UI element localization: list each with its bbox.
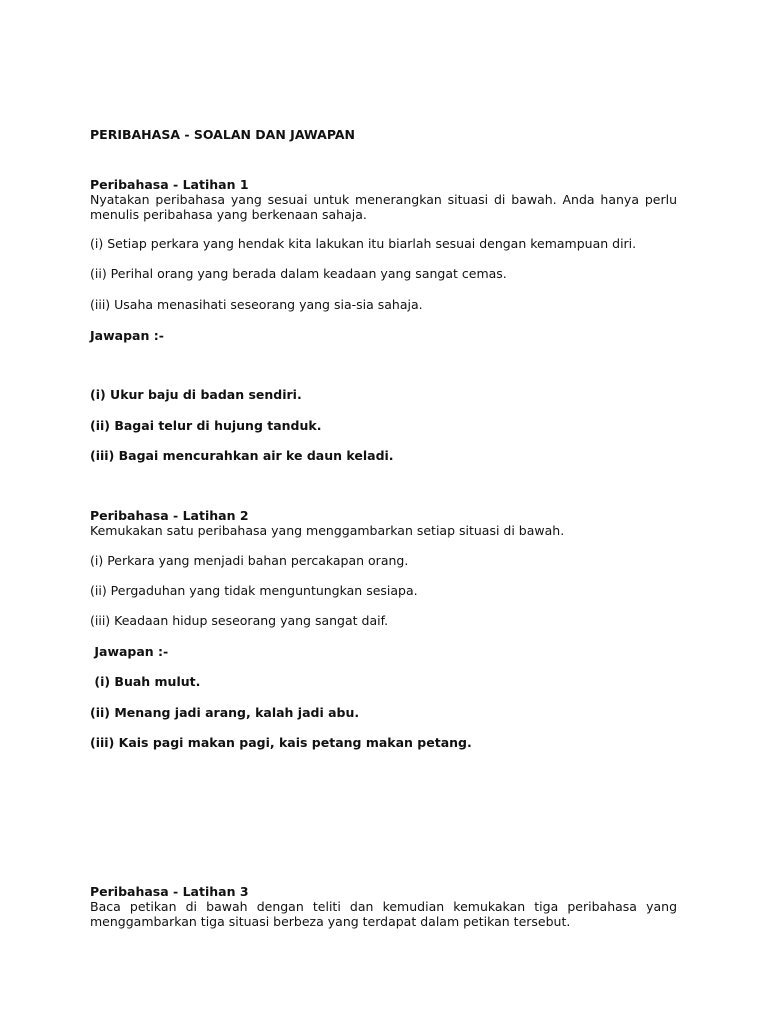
latihan-1-question-2: (ii) Perihal orang yang berada dalam keadaan yang sangat cemas. — [90, 266, 507, 281]
latihan-2-question-1: (i) Perkara yang menjadi bahan percakapan orang. — [90, 553, 409, 568]
latihan-2-answer-3: (iii) Kais pagi makan pagi, kais petang makan petang. — [90, 735, 472, 750]
latihan-1-instruction: Nyatakan peribahasa yang sesuai untuk menerangkan situasi di bawah. Anda hanya perlu menulis peribahasa yang berkenaan sahaja. — [90, 192, 677, 222]
latihan-2-question-3: (iii) Keadaan hidup seseorang yang sangat daif. — [90, 613, 389, 628]
latihan-1-answer-1: (i) Ukur baju di badan sendiri. — [90, 387, 302, 402]
latihan-1-answer-3: (iii) Bagai mencurahkan air ke daun keladi. — [90, 448, 394, 463]
latihan-1-heading: Peribahasa - Latihan 1 — [90, 177, 249, 192]
latihan-2-answer-1: (i) Buah mulut. — [90, 674, 201, 689]
latihan-2-heading: Peribahasa - Latihan 2 — [90, 508, 249, 523]
latihan-2-question-2: (ii) Pergaduhan yang tidak menguntungkan sesiapa. — [90, 583, 418, 598]
latihan-2-answer-2: (ii) Menang jadi arang, kalah jadi abu. — [90, 705, 360, 720]
latihan-1-question-3: (iii) Usaha menasihati seseorang yang sia-sia sahaja. — [90, 297, 423, 312]
latihan-1-answer-2: (ii) Bagai telur di hujung tanduk. — [90, 418, 322, 433]
latihan-3-heading: Peribahasa - Latihan 3 — [90, 884, 249, 899]
document-title: PERIBAHASA - SOALAN DAN JAWAPAN — [90, 127, 355, 142]
latihan-2-answer-label: Jawapan :- — [90, 644, 169, 659]
latihan-1-answer-label: Jawapan :- — [90, 328, 164, 343]
latihan-3-instruction: Baca petikan di bawah dengan teliti dan kemudian kemukakan tiga peribahasa yang menggambarkan tiga situasi berbeza yang terdapat dalam petikan tersebut. — [90, 899, 677, 929]
latihan-2-instruction: Kemukakan satu peribahasa yang menggambarkan setiap situasi di bawah. — [90, 523, 565, 538]
latihan-1-question-1: (i) Setiap perkara yang hendak kita lakukan itu biarlah sesuai dengan kemampuan diri. — [90, 236, 637, 251]
